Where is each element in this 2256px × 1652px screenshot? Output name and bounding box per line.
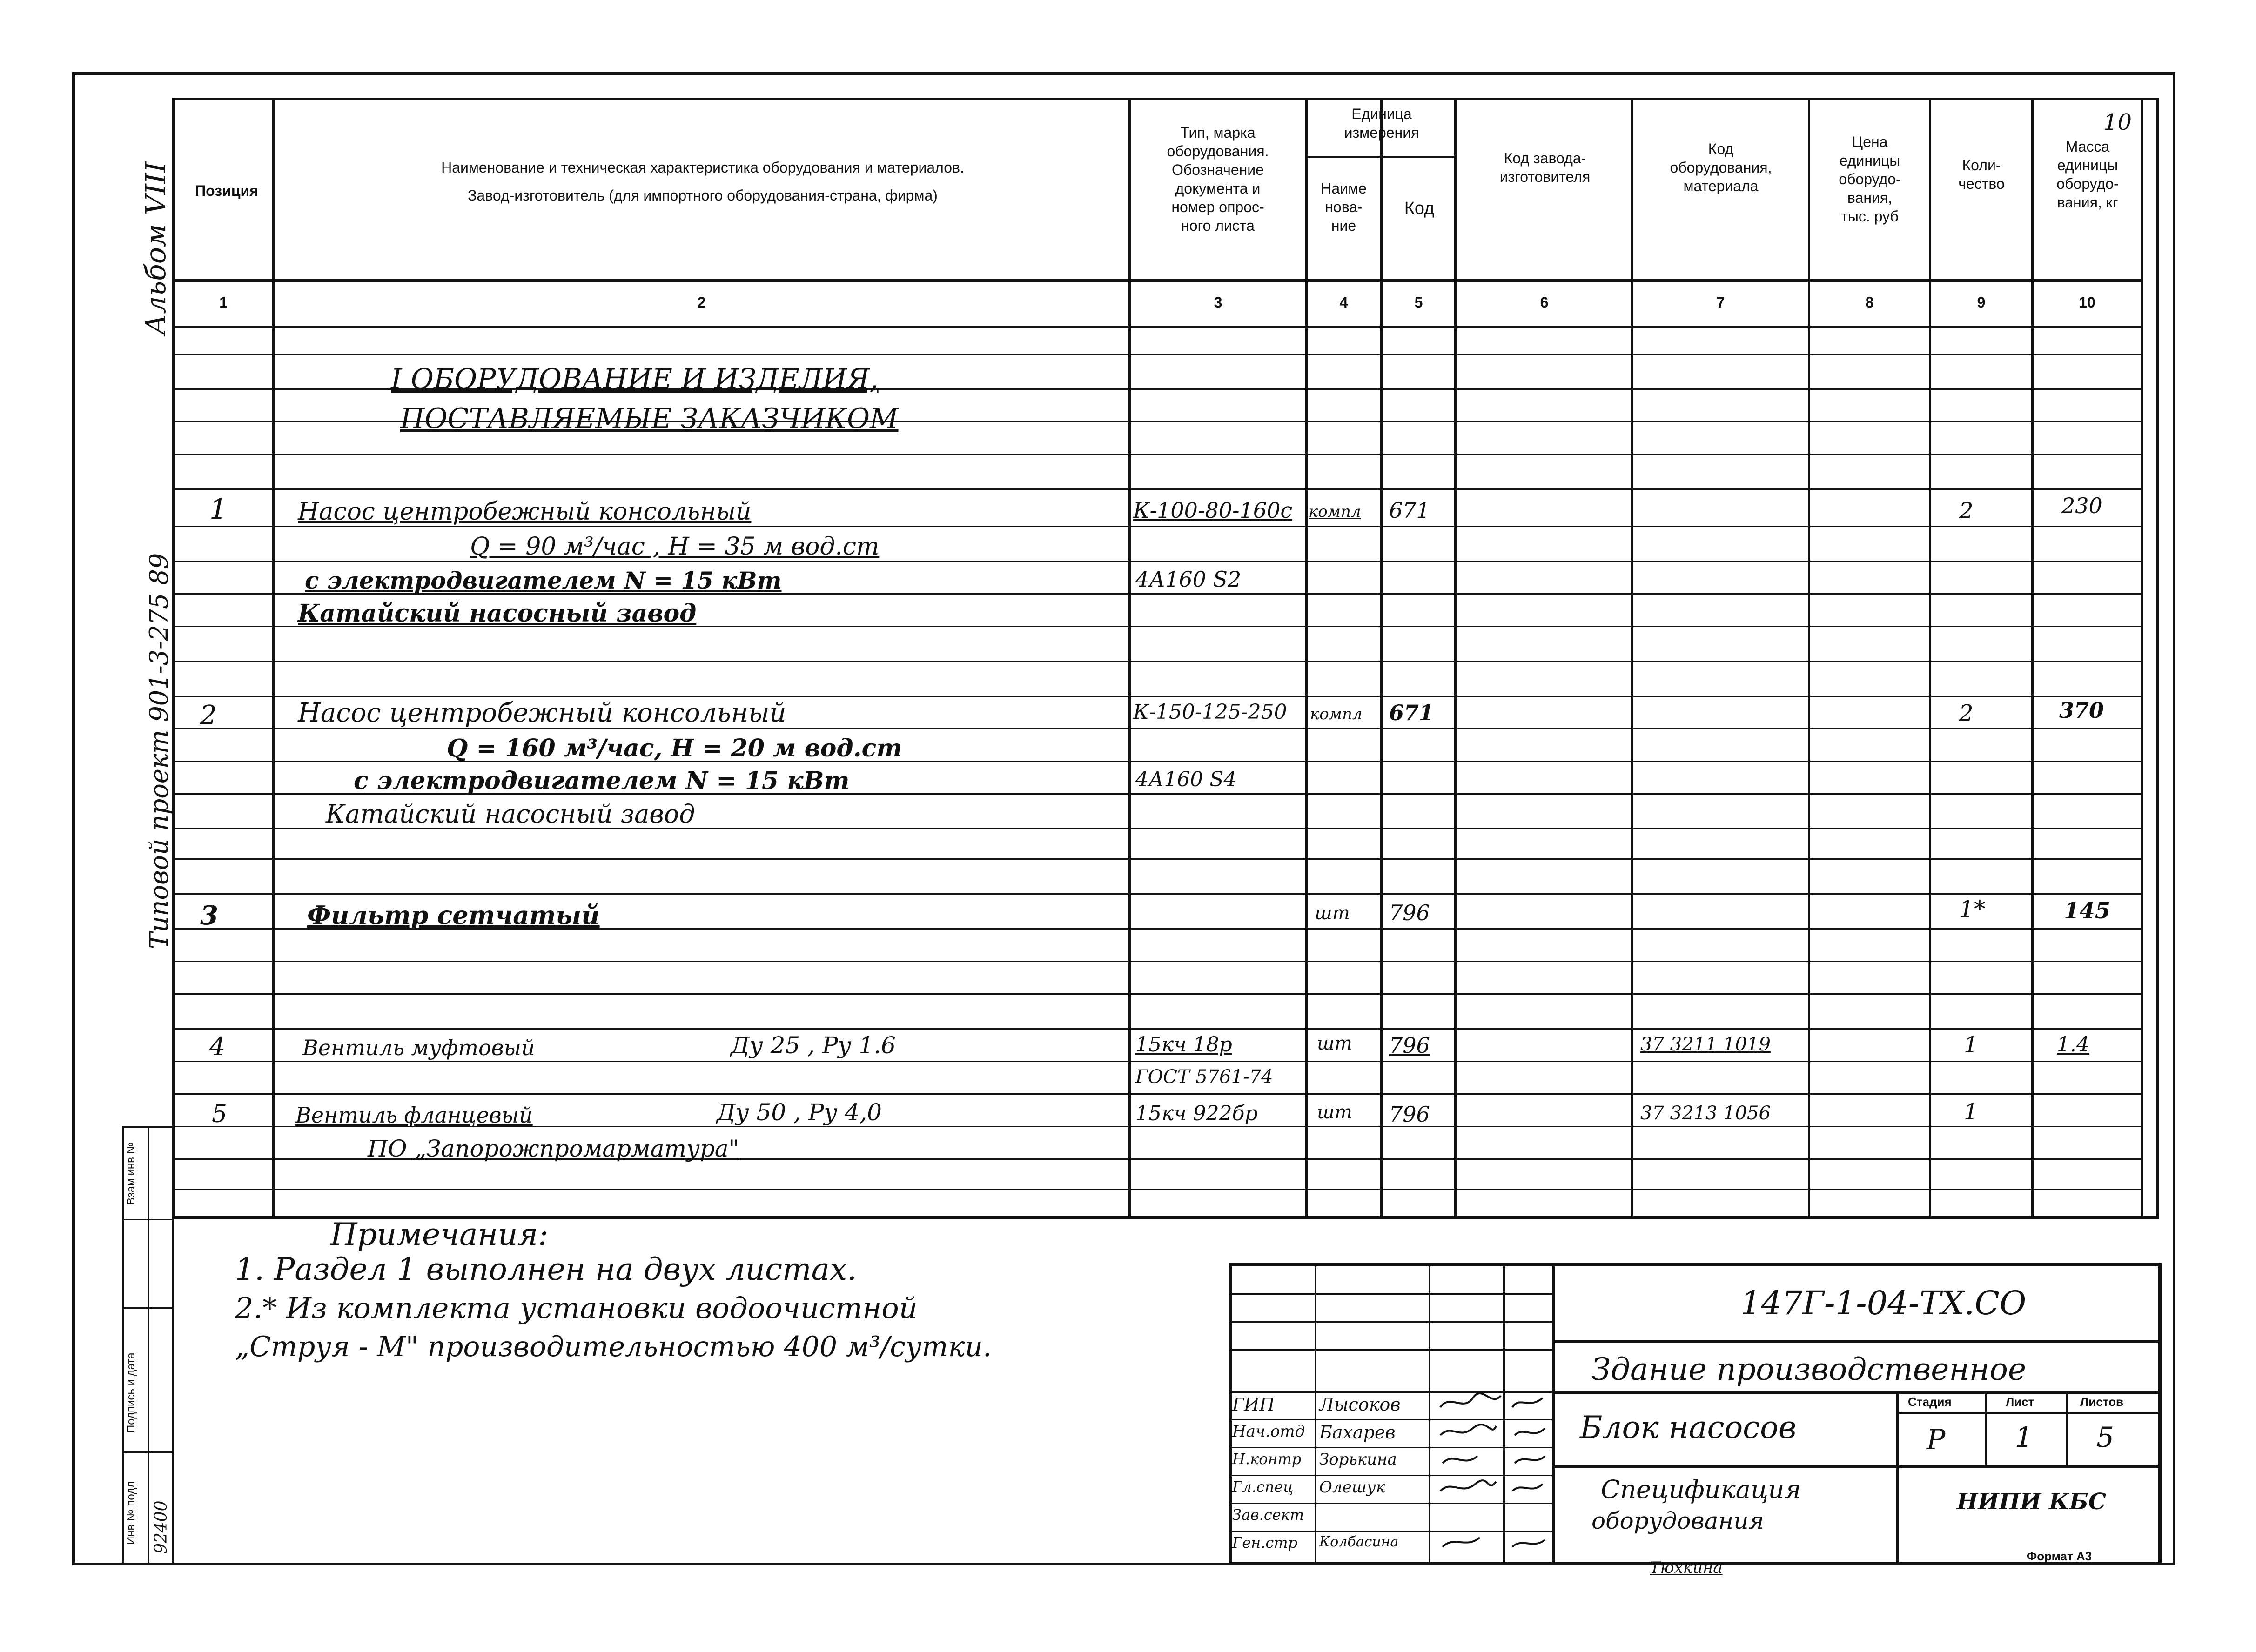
col-name-header-line1: Наименование и техническая характеристика оборудования и материалов. bbox=[441, 159, 964, 176]
row-code: 796 bbox=[1389, 1102, 1430, 1127]
note-3: „Струя - М" производительностью 400 м³/сутки. bbox=[235, 1331, 992, 1363]
signer-name: Бахарев bbox=[1319, 1422, 1396, 1443]
sheet-value: 1 bbox=[2015, 1421, 2033, 1454]
row-mass: 230 bbox=[2061, 493, 2102, 518]
signer-name: Лысоков bbox=[1319, 1394, 1401, 1415]
sheets-label: Листов bbox=[2080, 1395, 2123, 1409]
role-label: Нач.отд bbox=[1232, 1422, 1305, 1441]
stage-value: Р bbox=[1927, 1424, 1946, 1456]
row-name: Вентиль фланцевый bbox=[295, 1103, 533, 1128]
row-type: 4А160 S4 bbox=[1135, 768, 1237, 791]
stage-label: Стадия bbox=[1908, 1395, 1952, 1409]
col-price-header: Цена единицы оборудо- вания, тыс. руб bbox=[1839, 134, 1901, 225]
row-name: Насос центробежный консольный bbox=[298, 698, 786, 728]
col-type-header: Тип, марка оборудования. Обозначение документа и номер опрос- ного листа bbox=[1167, 124, 1269, 234]
col-number: 9 bbox=[1977, 294, 1986, 311]
copied-by: Тюхкина bbox=[1650, 1558, 1723, 1577]
row-name: с электродвигателем N = 15 кВт bbox=[354, 767, 850, 795]
row-qty: 1* bbox=[1959, 896, 1986, 923]
row-type: 4А160 S2 bbox=[1135, 567, 1242, 592]
note-2: 2.* Из комплекта установки водоочистной bbox=[235, 1291, 918, 1325]
row-unit: компл bbox=[1310, 705, 1363, 723]
row-unit: шт bbox=[1315, 903, 1350, 924]
signatures bbox=[1431, 1389, 1552, 1561]
col-unit-code-header: Код bbox=[1404, 199, 1435, 218]
notes-title: Примечания: bbox=[330, 1217, 549, 1252]
row-type: 15кч 922бр bbox=[1135, 1102, 1258, 1125]
row-type: К-150-125-250 bbox=[1133, 700, 1287, 724]
row-position: 5 bbox=[212, 1100, 228, 1128]
note-1: 1. Раздел 1 выполнен на двух листах. bbox=[235, 1251, 857, 1287]
row-code: 671 bbox=[1389, 700, 1434, 725]
col-number: 5 bbox=[1414, 294, 1423, 311]
building-name: Здание производственное bbox=[1591, 1351, 2027, 1387]
document-code: 147Г-1-04-ТХ.СО bbox=[1740, 1284, 2027, 1322]
row-type: ГОСТ 5761-74 bbox=[1135, 1066, 1273, 1088]
row-position: 3 bbox=[200, 900, 218, 931]
sheet-label: Лист bbox=[2006, 1395, 2034, 1409]
row-qty: 2 bbox=[1959, 498, 1974, 524]
row-name: Насос центробежный консольный bbox=[298, 498, 752, 526]
row-qty: 2 bbox=[1959, 700, 1974, 726]
col-number: 6 bbox=[1540, 294, 1549, 311]
row-unit: шт bbox=[1317, 1102, 1352, 1123]
role-label: ГИП bbox=[1232, 1394, 1275, 1415]
row-mass: 1.4 bbox=[2057, 1033, 2089, 1057]
organization: НИПИ КБС bbox=[1957, 1489, 2106, 1515]
col-factory-code-header: Код завода- изготовителя bbox=[1499, 150, 1591, 185]
col-number: 2 bbox=[697, 294, 706, 311]
sheet-title-line1: Спецификация bbox=[1601, 1475, 1801, 1504]
block-name: Блок насосов bbox=[1580, 1410, 1797, 1445]
project-label: Типовой проект 901-3-275 89 bbox=[144, 553, 174, 949]
sheet-title-line2: оборудования bbox=[1591, 1507, 1764, 1534]
unit-group-header: Единица измерения bbox=[1344, 106, 1419, 141]
role-label: Ген.стр bbox=[1232, 1534, 1298, 1552]
row-unit: компл bbox=[1309, 502, 1361, 521]
row-name: Катайский насосный завод bbox=[326, 799, 695, 829]
row-name: Q = 90 м³/час , Н = 35 м вод.ст bbox=[470, 533, 880, 561]
row-position: 1 bbox=[209, 493, 228, 526]
section-heading-line1: I ОБОРУДОВАНИЕ И ИЗДЕЛИЯ, bbox=[391, 363, 879, 395]
col-material-code-header: Код оборудования, материала bbox=[1670, 140, 1772, 194]
row-material-code: 37 3211 1019 bbox=[1640, 1034, 1771, 1055]
section-heading-line2: ПОСТАВЛЯЕМЫЕ ЗАКАЗЧИКОМ bbox=[400, 402, 899, 435]
col-number: 3 bbox=[1214, 294, 1222, 311]
row-code: 796 bbox=[1389, 1033, 1430, 1058]
row-unit: шт bbox=[1317, 1033, 1352, 1054]
col-number: 4 bbox=[1339, 294, 1348, 311]
col-number: 8 bbox=[1865, 294, 1874, 311]
col-mass-header: Масса единицы оборудо- вания, кг bbox=[2056, 138, 2119, 211]
row-spec: Ду 50 , Ру 4,0 bbox=[717, 1099, 882, 1126]
col-number: 7 bbox=[1716, 294, 1725, 311]
row-type: К-100-80-160с bbox=[1133, 498, 1293, 523]
row-code: 796 bbox=[1389, 900, 1430, 925]
role-label: Гл.спец bbox=[1232, 1478, 1294, 1496]
row-mass: 145 bbox=[2064, 898, 2111, 924]
page-mark: 10 bbox=[2103, 109, 2132, 135]
signer-name: Зорькина bbox=[1319, 1450, 1397, 1469]
col-qty-header: Коли- чество bbox=[1958, 157, 2005, 192]
inv-number: 92400 bbox=[152, 1500, 171, 1554]
row-type: 15кч 18р bbox=[1135, 1033, 1232, 1057]
album-label: Альбом VIII bbox=[140, 161, 172, 335]
role-label: Н.контр bbox=[1232, 1450, 1302, 1468]
row-spec: Ду 25 , Ру 1.6 bbox=[731, 1032, 896, 1059]
row-name: Катайский насосный завод bbox=[298, 599, 697, 628]
row-position: 4 bbox=[209, 1032, 226, 1061]
col-unit-name-header: Наиме нова- ние bbox=[1321, 180, 1367, 234]
stamp-label-signature: Подпись и дата bbox=[125, 1352, 137, 1433]
row-mass: 370 bbox=[2059, 698, 2104, 723]
row-name: Вентиль муфтовый bbox=[302, 1035, 535, 1060]
row-name: ПО „Запорожпромарматура" bbox=[368, 1135, 739, 1162]
row-name: Q = 160 м³/час, Н = 20 м вод.ст bbox=[447, 734, 902, 762]
sheets-value: 5 bbox=[2096, 1421, 2115, 1454]
col-number: 1 bbox=[219, 294, 228, 311]
row-code: 671 bbox=[1389, 498, 1430, 523]
row-qty: 1 bbox=[1964, 1099, 1978, 1125]
col-number: 10 bbox=[2079, 294, 2095, 311]
stamp-label-replaces: Взам инв № bbox=[125, 1142, 137, 1205]
role-label: Зав.сект bbox=[1232, 1506, 1304, 1524]
signer-name: Колбасина bbox=[1319, 1534, 1399, 1550]
col-name-header-line2: Завод-изготовитель (для импортного оборудования-страна, фирма) bbox=[468, 187, 938, 204]
row-material-code: 37 3213 1056 bbox=[1640, 1103, 1771, 1124]
col-position-header: Позиция bbox=[195, 182, 258, 199]
row-name: Фильтр сетчатый bbox=[307, 900, 600, 930]
row-position: 2 bbox=[200, 700, 217, 730]
stamp-label-inv: Инв № подл bbox=[125, 1481, 137, 1545]
format-label: Формат А3 bbox=[2027, 1549, 2092, 1563]
signer-name: Олешук bbox=[1319, 1478, 1385, 1497]
row-name: с электродвигателем N = 15 кВт bbox=[305, 567, 782, 594]
row-qty: 1 bbox=[1964, 1032, 1978, 1058]
